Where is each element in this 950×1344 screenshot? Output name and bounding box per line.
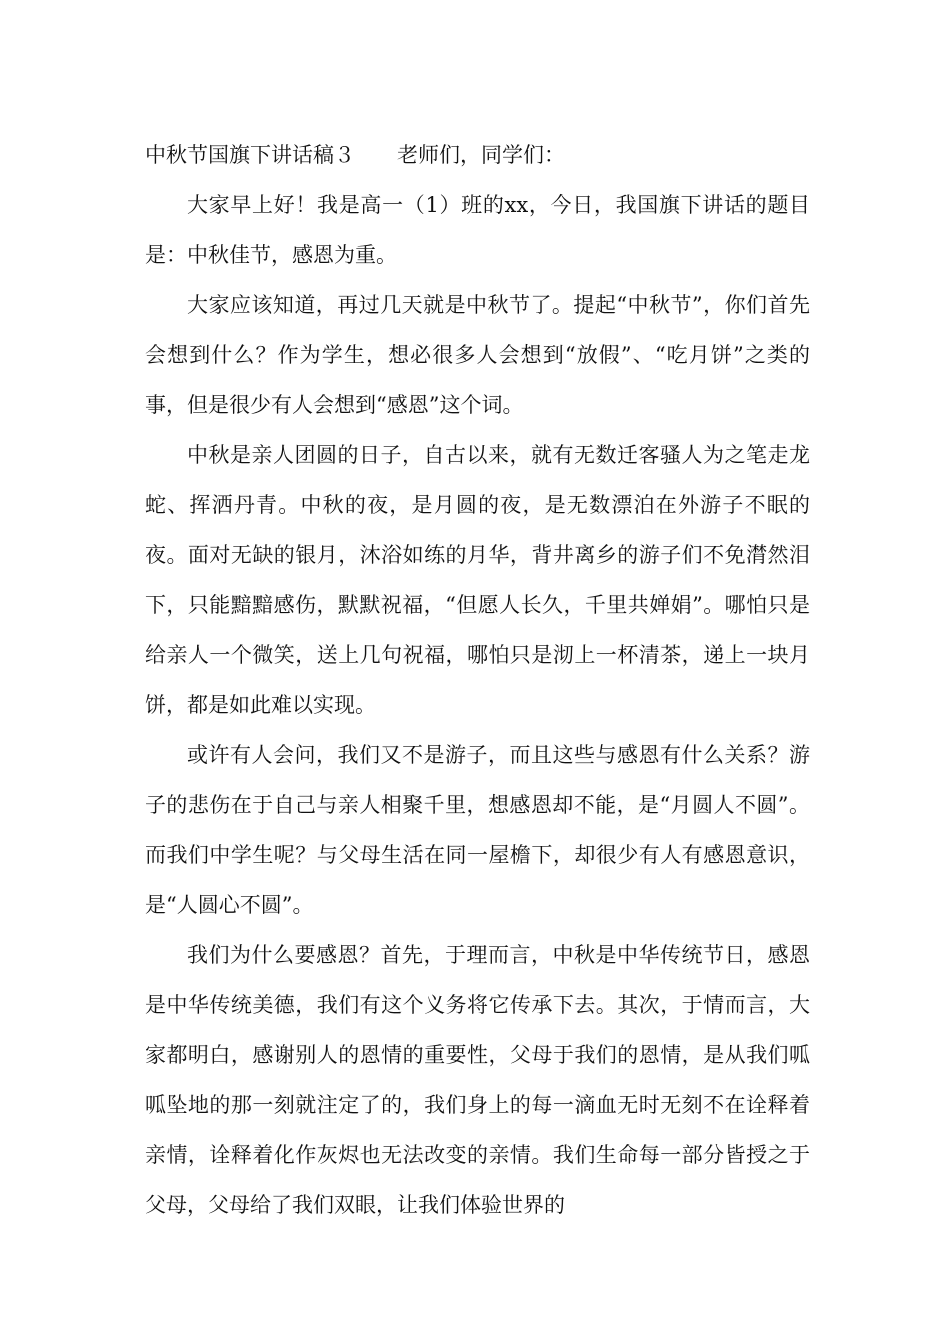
paragraph-4: 或许有人会问，我们又不是游子，而且这些与感恩有什么关系？游子的悲伤在于自己与亲人相聚千里，想感恩却不能，是“月圆人不圆”。而我们中学生呢？与父母生活在同一屋檐下，却很少有人有感恩意识，是“人圆心不圆”。 [145, 743, 810, 917]
paragraph-2: 大家应该知道，再过几天就是中秋节了。提起“中秋节”，你们首先会想到什么？作为学生，想必很多人会想到“放假”、“吃月饼”之类的事，但是很少有人会想到“感恩”这个词。 [145, 293, 810, 417]
document-title: 中秋节国旗下讲话稿３ [145, 143, 355, 167]
salutation: 老师们，同学们： [397, 143, 565, 167]
paragraph-3: 中秋是亲人团圆的日子，自古以来，就有无数迁客骚人为之笔走龙蛇、挥洒丹青。中秋的夜，是月圆的夜，是无数漂泊在外游子不眠的夜。面对无缺的银月，沐浴如练的月华，背井离乡的游子们不免潸然泪下，只能黯黯感伤，默默祝福，“但愿人长久，千里共婵娟”。哪怕只是给亲人一个微笑，送上几句祝福，哪怕只是沏上一杯清茶，递上一块月饼，都是如此难以实现。 [145, 443, 810, 717]
document-page [145, 130, 810, 1230]
paragraph-1: 大家早上好！我是高一（1）班的xx，今日，我国旗下讲话的题目是：中秋佳节，感恩为重。 [145, 193, 810, 267]
heading-line [145, 130, 810, 180]
paragraph-5: 我们为什么要感恩？首先，于理而言，中秋是中华传统节日，感恩是中华传统美德，我们有这个义务将它传承下去。其次，于情而言，大家都明白，感谢别人的恩情的重要性，父母于我们的恩情，是从我们呱呱坠地的那一刻就注定了的，我们身上的每一滴血无时无刻不在诠释着亲情，诠释着化作灰烬也无法改变的亲情。我们生命每一部分皆授之于父母，父母给了我们双眼，让我们体验世界的 [145, 943, 810, 1217]
